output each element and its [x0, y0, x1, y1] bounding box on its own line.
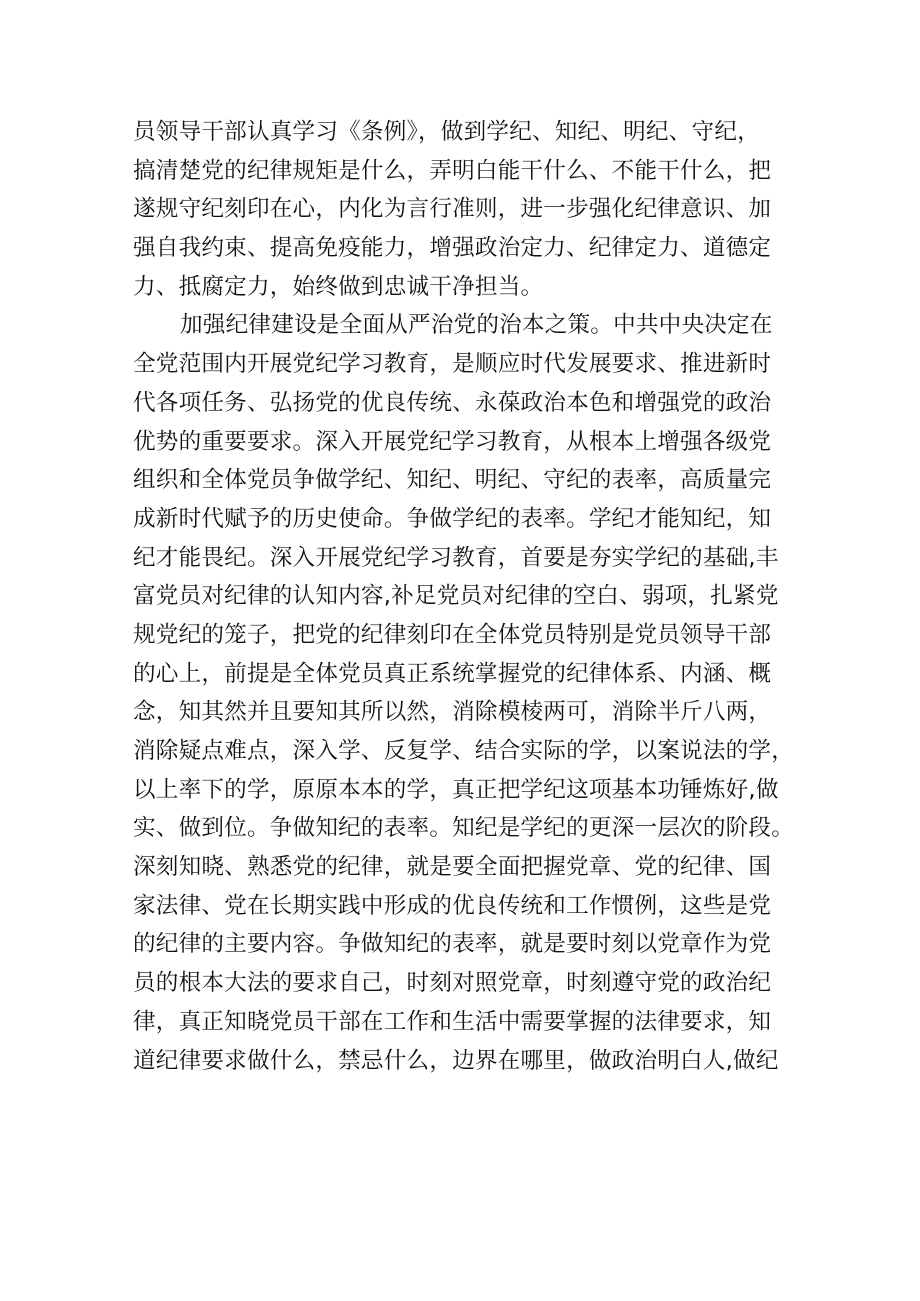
text-line: 纪才能畏纪。深入开展党纪学习教育，首要是夯实学纪的基础,丰 — [133, 544, 779, 571]
document-body — [133, 113, 803, 1080]
text-line: 代各项任务、弘扬党的优良传统、永葆政治本色和增强党的政治 — [133, 389, 772, 416]
text-line: 搞清楚党的纪律规矩是什么，弄明白能干什么、不能干什么，把 — [133, 157, 772, 184]
text-line: 深刻知晓、熟悉党的纪律，就是要全面把握党章、党的纪律、国 — [133, 854, 772, 881]
text-line: 规党纪的笼子，把党的纪律刻印在全体党员特别是党员领导干部 — [133, 621, 772, 648]
paragraph-start-line: 加强纪律建设是全面从严治党的治本之策。中共中央决定在 — [180, 312, 773, 339]
text-line: 念，知其然并且要知其所以然，消除模棱两可，消除半斤八两， — [133, 699, 772, 726]
text-line: 优势的重要要求。深入开展党纪学习教育，从根本上增强各级党 — [133, 428, 772, 455]
text-line: 全党范围内开展党纪学习教育，是顺应时代发展要求、推进新时 — [133, 351, 772, 378]
text-line: 道纪律要求做什么，禁忌什么，边界在哪里，做政治明白人,做纪 — [133, 1047, 779, 1074]
text-line: 消除疑点难点，深入学、反复学、结合实际的学，以案说法的学， — [133, 738, 795, 764]
text-line: 成新时代赋予的历史使命。争做学纪的表率。学纪才能知纪，知 — [133, 505, 772, 532]
text-line: 富党员对纪律的认知内容,补足党员对纪律的空白、弱项，扎紧党 — [133, 583, 779, 610]
text-line: 遂规守纪刻印在心，内化为言行准则，进一步强化纪律意识、加 — [133, 196, 772, 223]
text-line: 组织和全体党员争做学纪、知纪、明纪、守纪的表率，高质量完 — [133, 467, 772, 494]
text-line: 实、做到位。争做知纪的表率。知纪是学纪的更深一层次的阶段。 — [133, 815, 795, 842]
text-line: 员的根本大法的要求自己，时刻对照党章，时刻遵守党的政治纪 — [133, 970, 772, 997]
text-line: 力、抵腐定力，始终做到忠诚干净担当。 — [133, 273, 544, 300]
text-line: 以上率下的学，原原本本的学，真正把学纪这项基本功锤炼好,做 — [133, 776, 779, 803]
text-line: 员领导干部认真学习《条例》，做到学纪、知纪、明纪、守纪， — [133, 119, 760, 145]
text-line: 的纪律的主要内容。争做知纪的表率，就是要时刻以党章作为党 — [133, 931, 772, 958]
text-line: 强自我约束、提高免疫能力，增强政治定力、纪律定力、道德定 — [133, 235, 772, 262]
text-line: 家法律、党在长期实践中形成的优良传统和工作惯例，这些是党 — [133, 892, 772, 919]
text-line: 的心上，前提是全体党员真正系统掌握党的纪律体系、内涵、概 — [133, 660, 772, 687]
text-line: 律，真正知晓党员干部在工作和生活中需要掌握的法律要求，知 — [133, 1008, 772, 1035]
